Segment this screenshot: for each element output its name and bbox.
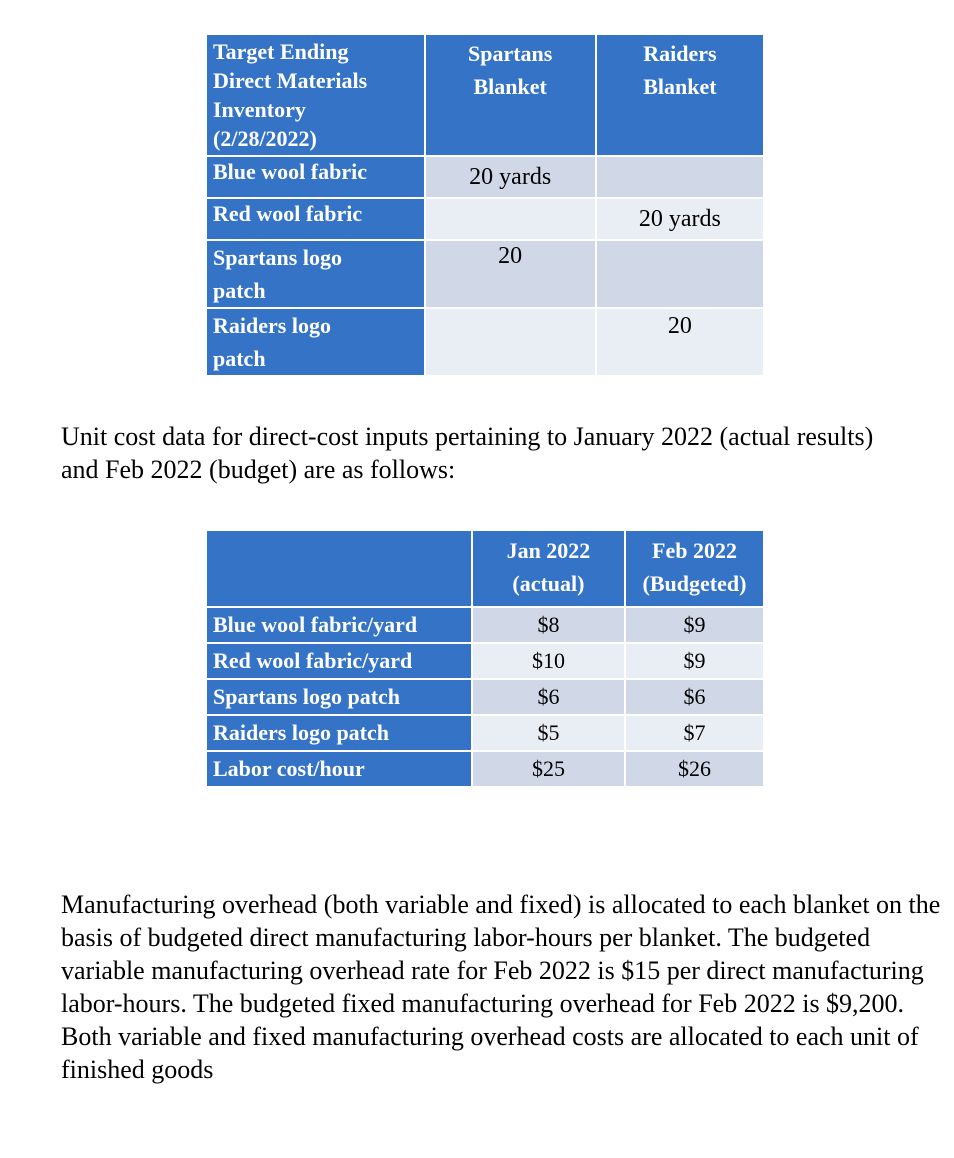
header-target-ending-inventory: [206, 34, 425, 156]
table-header-row: [206, 34, 764, 156]
row-label: [206, 308, 425, 376]
header-raiders-blanket: [596, 34, 764, 156]
header-line: Jan 2022: [506, 538, 591, 563]
table-row: [206, 751, 764, 787]
row-label: Spartans logo patch: [206, 679, 472, 715]
row-label: Red wool fabric/yard: [206, 643, 472, 679]
header-feb-2022-budgeted: [625, 530, 764, 607]
row-label: [206, 240, 425, 308]
feb-cell: $7: [625, 715, 764, 751]
overhead-paragraph: Manufacturing overhead (both variable and fixed) is allocated to each blanket on the basis of budgeted direct manufacturing labor-hours per blanket. The budgeted variable manufacturing overhead rate for Feb 2022 is $15 per direct manufacturing labor-hours. The budgeted fixed manufacturing overhead for Feb 2022 is $9,200. Both variable and fixed manufacturing overhead costs are allocated to each unit of finished goods: [61, 890, 941, 1084]
header-blank: [206, 530, 472, 607]
row-label: [206, 156, 425, 198]
header-line: Inventory: [213, 97, 306, 122]
row-label-text: patch: [213, 278, 266, 303]
feb-cell: $9: [625, 607, 764, 643]
target-inventory-table: [205, 33, 765, 377]
row-label: Blue wool fabric/yard: [206, 607, 472, 643]
raiders-cell: 20 yards: [596, 198, 764, 240]
header-spartans-blanket: [425, 34, 596, 156]
feb-cell: $9: [625, 643, 764, 679]
table-row: [206, 607, 764, 643]
table-row: [206, 715, 764, 751]
jan-cell: $25: [472, 751, 625, 787]
feb-cell: $26: [625, 751, 764, 787]
raiders-cell: [596, 156, 764, 198]
row-label-text: patch: [213, 346, 266, 371]
header-line: Blanket: [643, 74, 717, 99]
row-label-text: Spartans logo: [213, 245, 342, 270]
raiders-cell: [596, 240, 764, 308]
spartans-cell: [425, 198, 596, 240]
header-line: (actual): [512, 571, 585, 596]
spartans-cell: 20 yards: [425, 156, 596, 198]
table-row: [206, 240, 764, 308]
unit-cost-table: [205, 529, 765, 788]
row-label: Raiders logo patch: [206, 715, 472, 751]
table-row: [206, 156, 764, 198]
spartans-cell: 20: [425, 240, 596, 308]
header-jan-2022-actual: [472, 530, 625, 607]
unit-cost-intro-paragraph: Unit cost data for direct-cost inputs pertaining to January 2022 (actual results) and Feb 2022 (budget) are as follows:: [61, 422, 874, 484]
header-line: Spartans: [467, 41, 553, 66]
feb-cell: $6: [625, 679, 764, 715]
header-line: (Budgeted): [642, 571, 747, 596]
raiders-cell: 20: [596, 308, 764, 376]
header-line: (2/28/2022): [213, 126, 317, 151]
table-row: [206, 308, 764, 376]
spartans-cell: [425, 308, 596, 376]
table-row: [206, 198, 764, 240]
row-label-text: Raiders logo: [213, 313, 331, 338]
table-row: [206, 679, 764, 715]
row-label-text: Red wool fabric: [213, 201, 363, 226]
jan-cell: $6: [472, 679, 625, 715]
header-line: Target Ending: [213, 39, 349, 64]
table-row: [206, 643, 764, 679]
header-line: Raiders: [643, 41, 717, 66]
table-header-row: [206, 530, 764, 607]
row-label: [206, 198, 425, 240]
jan-cell: $5: [472, 715, 625, 751]
row-label-text: Blue wool fabric: [213, 159, 367, 184]
row-label: Labor cost/hour: [206, 751, 472, 787]
jan-cell: $8: [472, 607, 625, 643]
jan-cell: $10: [472, 643, 625, 679]
header-line: Direct Materials: [213, 68, 368, 93]
header-line: Feb 2022: [652, 538, 737, 563]
header-line: Blanket: [473, 74, 547, 99]
